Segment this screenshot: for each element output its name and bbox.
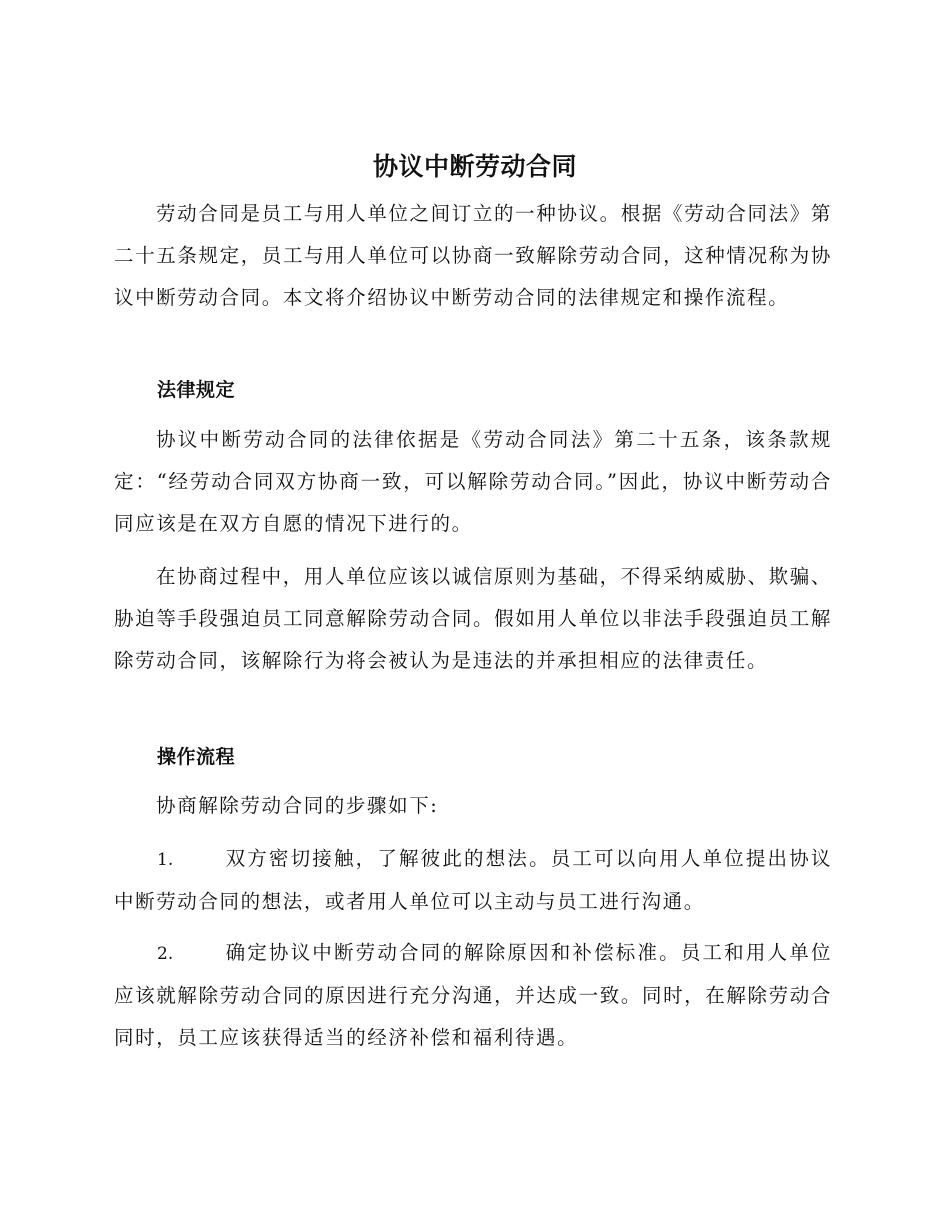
intro-paragraph: 劳动合同是员工与用人单位之间订立的一种协议。根据《劳动合同法》第二十五条规定，员工与用人单位可以协商一致解除劳动合同，这种情况称为协议中断劳动合同。本文将介绍协议中断劳动合同的法律规定和操作流程。 bbox=[114, 202, 832, 309]
list-text: 确定协议中断劳动合同的解除原因和补偿标准。员工和用人单位应该就解除劳动合同的原因进行充分沟通，并达成一致。同时，在解除劳动合同时，员工应该获得适当的经济补偿和福利待遇。 bbox=[114, 941, 832, 1049]
legal-paragraph-1: 协议中断劳动合同的法律依据是《劳动合同法》第二十五条，该条款规定：“经劳动合同双方协商一致，可以解除劳动合同。”因此，协议中断劳动合同应该是在双方自愿的情况下进行的。 bbox=[114, 428, 832, 535]
procedure-intro: 协商解除劳动合同的步骤如下: bbox=[156, 794, 439, 817]
document-title: 协议中断劳动合同 bbox=[372, 152, 577, 181]
list-item-step-1 bbox=[114, 838, 832, 923]
list-text: 双方密切接触，了解彼此的想法。员工可以向用人单位提出协议中断劳动合同的想法，或者用人单位可以主动与员工进行沟通。 bbox=[114, 847, 832, 913]
list-number: 2. bbox=[157, 944, 174, 964]
list-item-step-2 bbox=[114, 932, 832, 1059]
legal-paragraph-2: 在协商过程中，用人单位应该以诚信原则为基础，不得采纳威胁、欺骗、胁迫等手段强迫员工同意解除劳动合同。假如用人单位以非法手段强迫员工解除劳动合同，该解除行为将会被认为是违法的并承担相应的法律责任。 bbox=[114, 565, 832, 672]
list-number: 1. bbox=[157, 850, 174, 870]
section-heading-legal: 法律规定 bbox=[157, 379, 236, 401]
section-heading-procedure: 操作流程 bbox=[157, 746, 236, 768]
